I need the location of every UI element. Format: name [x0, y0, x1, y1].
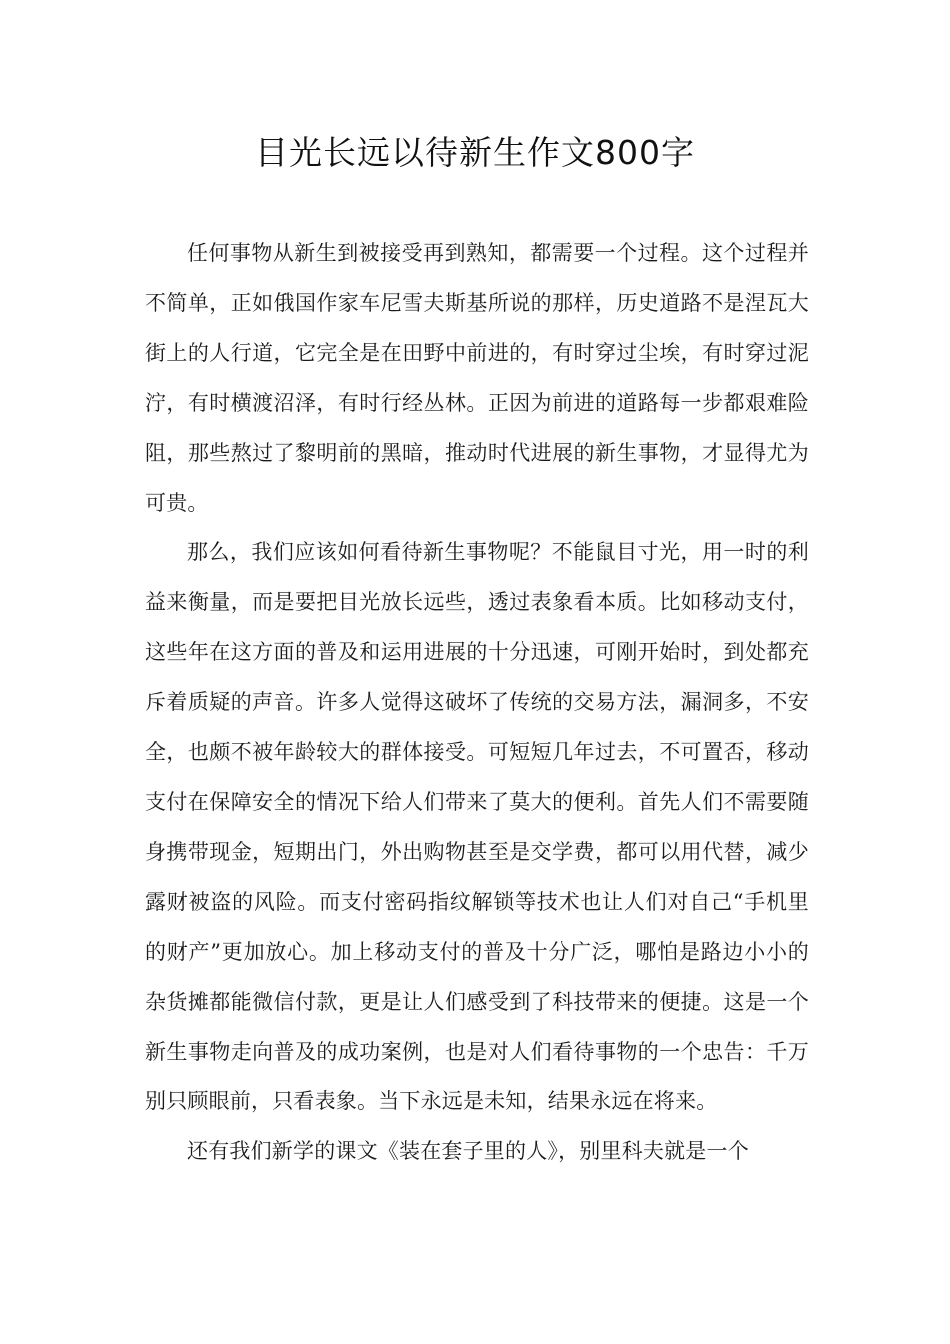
document-body [145, 229, 809, 1177]
paragraph-2: 那么，我们应该如何看待新生事物呢？不能鼠目寸光，用一时的利益来衡量，而是要把目光放长远些，透过表象看本质。比如移动支付，这些年在这方面的普及和运用进展的十分迅速，可刚开始时，到处都充斥着质疑的声音。许多人觉得这破坏了传统的交易方法，漏洞多，不安全，也颇不被年龄较大的群体接受。可短短几年过去，不可置否，移动支付在保障安全的情况下给人们带来了莫大的便利。首先人们不需要随身携带现金，短期出门，外出购物甚至是交学费，都可以用代替，减少露财被盗的风险。而支付密码指纹解锁等技术也让人们对自己“手机里的财产”更加放心。加上移动支付的普及十分广泛，哪怕是路边小小的杂货摊都能微信付款，更是让人们感受到了科技带来的便捷。这是一个新生事物走向普及的成功案例，也是对人们看待事物的一个忠告：千万别只顾眼前，只看表象。当下永远是未知，结果永远在将来。 [145, 540, 809, 1114]
document-title: 目光长远以待新生作文800字 [255, 133, 695, 172]
paragraph-1: 任何事物从新生到被接受再到熟知，都需要一个过程。这个过程并不简单，正如俄国作家车尼雪夫斯基所说的那样，历史道路不是涅瓦大街上的人行道，它完全是在田野中前进的，有时穿过尘埃，有时穿过泥泞，有时横渡沼泽，有时行经丛林。正因为前进的道路每一步都艰难险阻，那些熬过了黎明前的黑暗，推动时代进展的新生事物，才显得尤为可贵。 [145, 241, 809, 515]
paragraph-3: 还有我们新学的课文《装在套子里的人》，别里科夫就是一个 [187, 1139, 749, 1164]
